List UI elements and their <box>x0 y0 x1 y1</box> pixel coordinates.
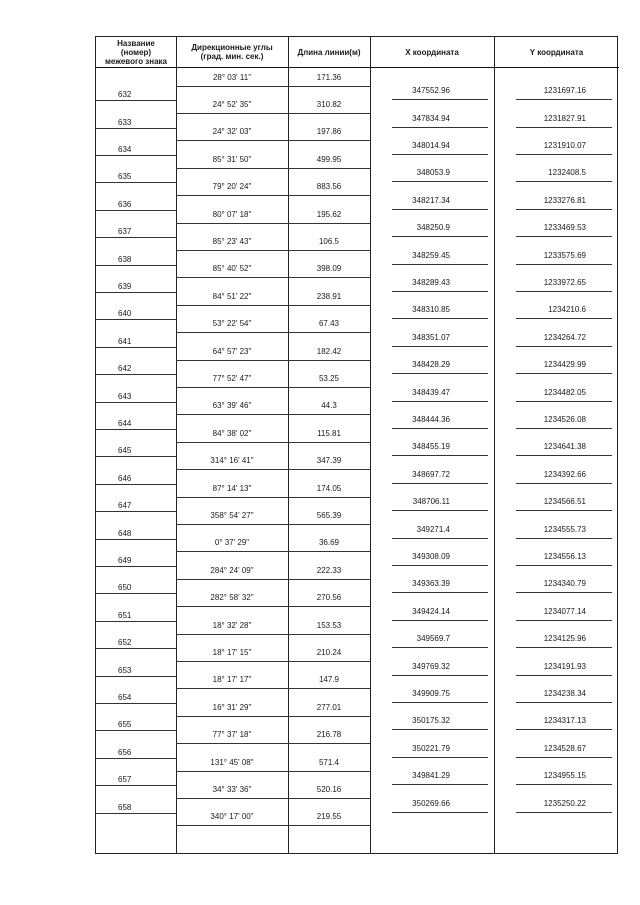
y-coordinate: 1232408.5 <box>548 168 586 178</box>
mark-name: 653 <box>118 665 132 675</box>
direction-angle: 340° 17' 00" <box>210 812 254 822</box>
direction-angle: 358° 54' 27" <box>210 510 254 520</box>
header-direction-angle: Дирекционные углы (град. мин. сек.) <box>191 43 273 61</box>
direction-angle: 34° 33' 36" <box>212 784 252 794</box>
row-line <box>516 812 612 813</box>
row-line <box>176 442 370 443</box>
x-coordinate: 347834.94 <box>412 113 450 123</box>
x-coordinate: 350175.32 <box>412 716 450 726</box>
direction-angle: 85° 31' 50" <box>212 154 252 164</box>
x-coordinate: 348014.94 <box>412 141 450 150</box>
direction-angle: 0° 37' 29" <box>214 538 250 548</box>
row-line <box>96 593 176 594</box>
x-coordinate: 348250.9 <box>416 223 450 233</box>
direction-angle: 77° 37' 18" <box>212 730 252 740</box>
row-line <box>516 99 612 100</box>
row-line <box>516 538 612 539</box>
row-line <box>392 483 488 484</box>
row-line <box>516 729 612 730</box>
line-length: 67.43 <box>318 319 340 329</box>
y-coordinate: 1234317.13 <box>543 716 586 726</box>
row-line <box>392 510 488 511</box>
mark-name: 656 <box>118 747 132 757</box>
y-coordinate: 1234340.79 <box>543 579 586 589</box>
row-line <box>176 277 370 278</box>
header-mark-name: Название (номер) межевого знака <box>104 38 168 66</box>
line-length: 44.3 <box>321 401 337 411</box>
line-length: 216.78 <box>316 730 342 740</box>
direction-angle: 24° 32' 03" <box>212 127 252 137</box>
direction-angle: 24° 52' 35" <box>212 99 252 109</box>
y-coordinate: 1231827.91 <box>543 113 586 123</box>
row-line <box>516 236 612 237</box>
row-line <box>516 291 612 292</box>
x-coordinate: 349569.7 <box>416 634 450 644</box>
row-line <box>392 127 488 128</box>
y-coordinate: 1234566.51 <box>543 497 586 507</box>
x-coordinate: 348697.72 <box>412 469 450 479</box>
line-length: 171.36 <box>316 72 342 82</box>
row-line <box>96 511 176 512</box>
row-line <box>176 497 370 498</box>
row-line <box>96 456 176 457</box>
y-coordinate: 1234264.72 <box>543 332 586 342</box>
row-line <box>96 813 176 814</box>
row-line <box>392 264 488 265</box>
x-coordinate: 349769.32 <box>412 661 450 671</box>
row-line <box>96 128 176 129</box>
row-line <box>176 551 370 552</box>
line-length: 499.95 <box>316 154 342 164</box>
line-length: 238.91 <box>316 291 342 301</box>
row-line <box>392 455 488 456</box>
line-length: 106.5 <box>318 236 340 246</box>
direction-angle: 284° 24' 09" <box>210 565 254 575</box>
row-line <box>516 455 612 456</box>
x-coordinate: 350221.79 <box>412 743 450 753</box>
row-line <box>96 676 176 677</box>
row-line <box>176 414 370 415</box>
row-line <box>176 798 370 799</box>
mark-name: 633 <box>118 117 132 127</box>
row-line <box>176 716 370 717</box>
x-coordinate: 349363.39 <box>412 579 450 589</box>
row-line <box>516 702 612 703</box>
x-coordinate: 348444.36 <box>412 415 450 424</box>
line-length: 53.25 <box>318 373 340 383</box>
line-length: 520.16 <box>316 784 342 794</box>
mark-name: 642 <box>118 364 132 374</box>
row-line <box>392 702 488 703</box>
direction-angle: 87° 14' 13" <box>212 483 252 493</box>
line-length: 153.53 <box>316 620 342 630</box>
direction-angle: 63° 39' 46" <box>212 401 252 411</box>
row-line <box>392 729 488 730</box>
row-line <box>516 181 612 182</box>
line-length: 210.24 <box>316 647 342 657</box>
direction-angle: 85° 23' 43" <box>212 236 252 246</box>
row-line <box>176 634 370 635</box>
x-coordinate: 348289.43 <box>412 278 450 287</box>
row-line <box>516 510 612 511</box>
row-line <box>96 484 176 485</box>
row-line <box>516 565 612 566</box>
row-line <box>176 140 370 141</box>
y-coordinate: 1234526.08 <box>543 415 586 424</box>
y-coordinate: 1234641.38 <box>543 442 586 452</box>
y-coordinate: 1234238.34 <box>543 689 586 698</box>
row-line <box>392 291 488 292</box>
row-line <box>96 429 176 430</box>
row-line <box>392 757 488 758</box>
mark-name: 632 <box>118 90 132 100</box>
line-length: 571.4 <box>318 757 340 767</box>
x-coordinate: 348259.45 <box>412 250 450 260</box>
row-line <box>176 661 370 662</box>
row-line <box>96 292 176 293</box>
row-line <box>392 236 488 237</box>
row-line <box>516 757 612 758</box>
mark-name: 648 <box>118 528 132 538</box>
direction-angle: 16° 31' 29" <box>212 702 252 712</box>
y-coordinate: 1231910.07 <box>543 141 586 150</box>
mark-name: 641 <box>118 336 132 346</box>
row-line <box>176 195 370 196</box>
x-coordinate: 348706.11 <box>412 497 450 507</box>
mark-name: 655 <box>118 720 132 730</box>
row-line <box>96 621 176 622</box>
mark-name: 634 <box>118 145 132 154</box>
row-line <box>392 428 488 429</box>
y-coordinate: 1233575.69 <box>543 250 586 260</box>
direction-angle: 64° 57' 23" <box>212 346 252 356</box>
mark-name: 647 <box>118 501 132 511</box>
row-line <box>392 565 488 566</box>
row-line <box>392 675 488 676</box>
row-line <box>96 100 176 101</box>
line-length: 174.05 <box>316 483 342 493</box>
coordinates-table <box>95 36 618 854</box>
mark-name: 654 <box>118 693 132 702</box>
mark-name: 644 <box>118 419 132 428</box>
row-line <box>96 265 176 266</box>
row-line <box>516 620 612 621</box>
row-line <box>516 675 612 676</box>
row-line <box>176 387 370 388</box>
row-line <box>392 154 488 155</box>
row-line <box>176 524 370 525</box>
row-line <box>176 250 370 251</box>
x-coordinate: 349841.29 <box>412 771 450 781</box>
direction-angle: 18° 32' 28" <box>212 620 252 630</box>
x-coordinate: 348455.19 <box>412 442 450 452</box>
header-y-coordinate: Y координата <box>529 47 584 57</box>
line-length: 36.69 <box>318 538 340 548</box>
direction-angle: 84° 38' 02" <box>212 428 252 438</box>
row-line <box>176 579 370 580</box>
row-line <box>392 346 488 347</box>
row-line <box>392 181 488 182</box>
row-line <box>176 223 370 224</box>
line-length: 147.9 <box>318 675 340 685</box>
direction-angle: 77° 52' 47" <box>212 373 252 383</box>
row-line <box>392 592 488 593</box>
x-coordinate: 350269.66 <box>412 798 450 808</box>
row-line <box>96 347 176 348</box>
row-line <box>96 703 176 704</box>
row-line <box>516 428 612 429</box>
row-line <box>176 332 370 333</box>
row-line <box>392 784 488 785</box>
direction-angle: 84° 51' 22" <box>212 291 252 301</box>
line-length: 310.82 <box>316 99 342 109</box>
direction-angle: 282° 58' 32" <box>210 593 254 603</box>
y-coordinate: 1233276.81 <box>543 195 586 205</box>
mark-name: 657 <box>118 775 132 785</box>
y-coordinate: 1234429.99 <box>543 360 586 370</box>
row-line <box>176 688 370 689</box>
y-coordinate: 1233972.65 <box>543 278 586 287</box>
row-line <box>392 538 488 539</box>
line-length: 398.09 <box>316 264 342 274</box>
row-line <box>96 182 176 183</box>
row-line <box>96 402 176 403</box>
y-coordinate: 1234555.73 <box>543 524 586 534</box>
direction-angle: 85° 40' 52" <box>212 264 252 274</box>
row-line <box>176 469 370 470</box>
line-length: 182.42 <box>316 346 342 356</box>
row-line <box>96 730 176 731</box>
row-line <box>176 360 370 361</box>
x-coordinate: 349271.4 <box>416 524 450 534</box>
x-coordinate: 348310.85 <box>412 305 450 315</box>
y-coordinate: 1234528.67 <box>543 743 586 753</box>
mark-name: 636 <box>118 199 132 209</box>
row-line <box>96 237 176 238</box>
line-length: 347.39 <box>316 456 342 466</box>
row-line <box>96 319 176 320</box>
mark-name: 635 <box>118 172 132 182</box>
mark-name: 645 <box>118 446 132 456</box>
direction-angle: 53° 22' 54" <box>212 319 252 329</box>
y-coordinate: 1234482.05 <box>543 387 586 397</box>
row-line <box>516 647 612 648</box>
line-length: 565.39 <box>316 510 342 520</box>
row-line <box>392 647 488 648</box>
header-line-length: Длина линии(м) <box>297 47 361 57</box>
x-coordinate: 348217.34 <box>412 195 450 205</box>
mark-name: 652 <box>118 638 132 648</box>
mark-name: 650 <box>118 583 132 593</box>
y-coordinate: 1234077.14 <box>543 606 586 616</box>
line-length: 219.55 <box>316 812 342 822</box>
y-coordinate: 1233469.53 <box>543 223 586 233</box>
row-line <box>96 648 176 649</box>
row-line <box>516 373 612 374</box>
row-line <box>516 401 612 402</box>
mark-name: 637 <box>118 227 132 237</box>
direction-angle: 80° 07' 18" <box>212 209 252 219</box>
row-line <box>516 154 612 155</box>
row-line <box>392 99 488 100</box>
y-coordinate: 1234125.96 <box>543 634 586 644</box>
mark-name: 639 <box>118 282 132 291</box>
x-coordinate: 349424.14 <box>412 606 450 616</box>
x-coordinate: 348053.9 <box>416 168 450 178</box>
mark-name: 658 <box>118 802 132 812</box>
x-coordinate: 347552.96 <box>412 86 450 96</box>
mark-name: 640 <box>118 309 132 319</box>
row-line <box>516 209 612 210</box>
row-line <box>176 606 370 607</box>
row-line <box>516 592 612 593</box>
row-line <box>96 374 176 375</box>
row-line <box>392 812 488 813</box>
direction-angle: 18° 17' 15" <box>212 647 252 657</box>
mark-name: 651 <box>118 610 132 620</box>
row-line <box>176 86 370 87</box>
direction-angle: 131° 45' 08" <box>210 757 254 767</box>
direction-angle: 79° 20' 24" <box>212 182 252 192</box>
line-length: 115.81 <box>317 428 341 438</box>
row-line <box>516 784 612 785</box>
y-coordinate: 1234556.13 <box>543 552 586 561</box>
row-line <box>176 168 370 169</box>
y-coordinate: 1235250.22 <box>543 798 586 808</box>
mark-name: 638 <box>118 254 132 264</box>
x-coordinate: 349909.75 <box>412 689 450 698</box>
row-line <box>96 758 176 759</box>
row-line <box>96 155 176 156</box>
y-coordinate: 1234392.66 <box>543 469 586 479</box>
y-coordinate: 1231697.16 <box>543 86 586 96</box>
y-coordinate: 1234191.93 <box>543 661 586 671</box>
x-coordinate: 349308.09 <box>412 552 450 561</box>
header-x-coordinate: X координата <box>405 47 459 57</box>
row-line <box>176 113 370 114</box>
header-separator <box>96 67 619 68</box>
line-length: 270.56 <box>316 593 342 603</box>
row-line <box>516 264 612 265</box>
y-coordinate: 1234210.6 <box>548 305 586 315</box>
line-length: 883.56 <box>316 182 342 192</box>
direction-angle: 28° 03' 11" <box>212 72 252 82</box>
row-line <box>96 539 176 540</box>
direction-angle: 18° 17' 17" <box>212 675 252 685</box>
x-coordinate: 348351.07 <box>412 332 450 342</box>
row-line <box>176 743 370 744</box>
row-line <box>516 346 612 347</box>
row-line <box>392 318 488 319</box>
row-line <box>392 209 488 210</box>
row-line <box>176 825 370 826</box>
line-length: 222.33 <box>316 565 342 575</box>
row-line <box>96 210 176 211</box>
y-coordinate: 1234955.15 <box>543 771 586 781</box>
x-coordinate: 348428.29 <box>412 360 450 370</box>
row-line <box>176 771 370 772</box>
line-length: 195.62 <box>316 209 342 219</box>
line-length: 277.01 <box>316 702 342 712</box>
row-line <box>516 483 612 484</box>
row-line <box>392 373 488 374</box>
direction-angle: 314° 16' 41" <box>210 456 254 466</box>
mark-name: 646 <box>118 473 132 483</box>
row-line <box>392 620 488 621</box>
row-line <box>176 305 370 306</box>
row-line <box>96 785 176 786</box>
x-coordinate: 348439.47 <box>412 387 450 397</box>
mark-name: 643 <box>118 391 132 401</box>
row-line <box>96 566 176 567</box>
row-line <box>392 401 488 402</box>
mark-name: 649 <box>118 556 132 565</box>
row-line <box>516 127 612 128</box>
line-length: 197.86 <box>316 127 342 137</box>
row-line <box>516 318 612 319</box>
